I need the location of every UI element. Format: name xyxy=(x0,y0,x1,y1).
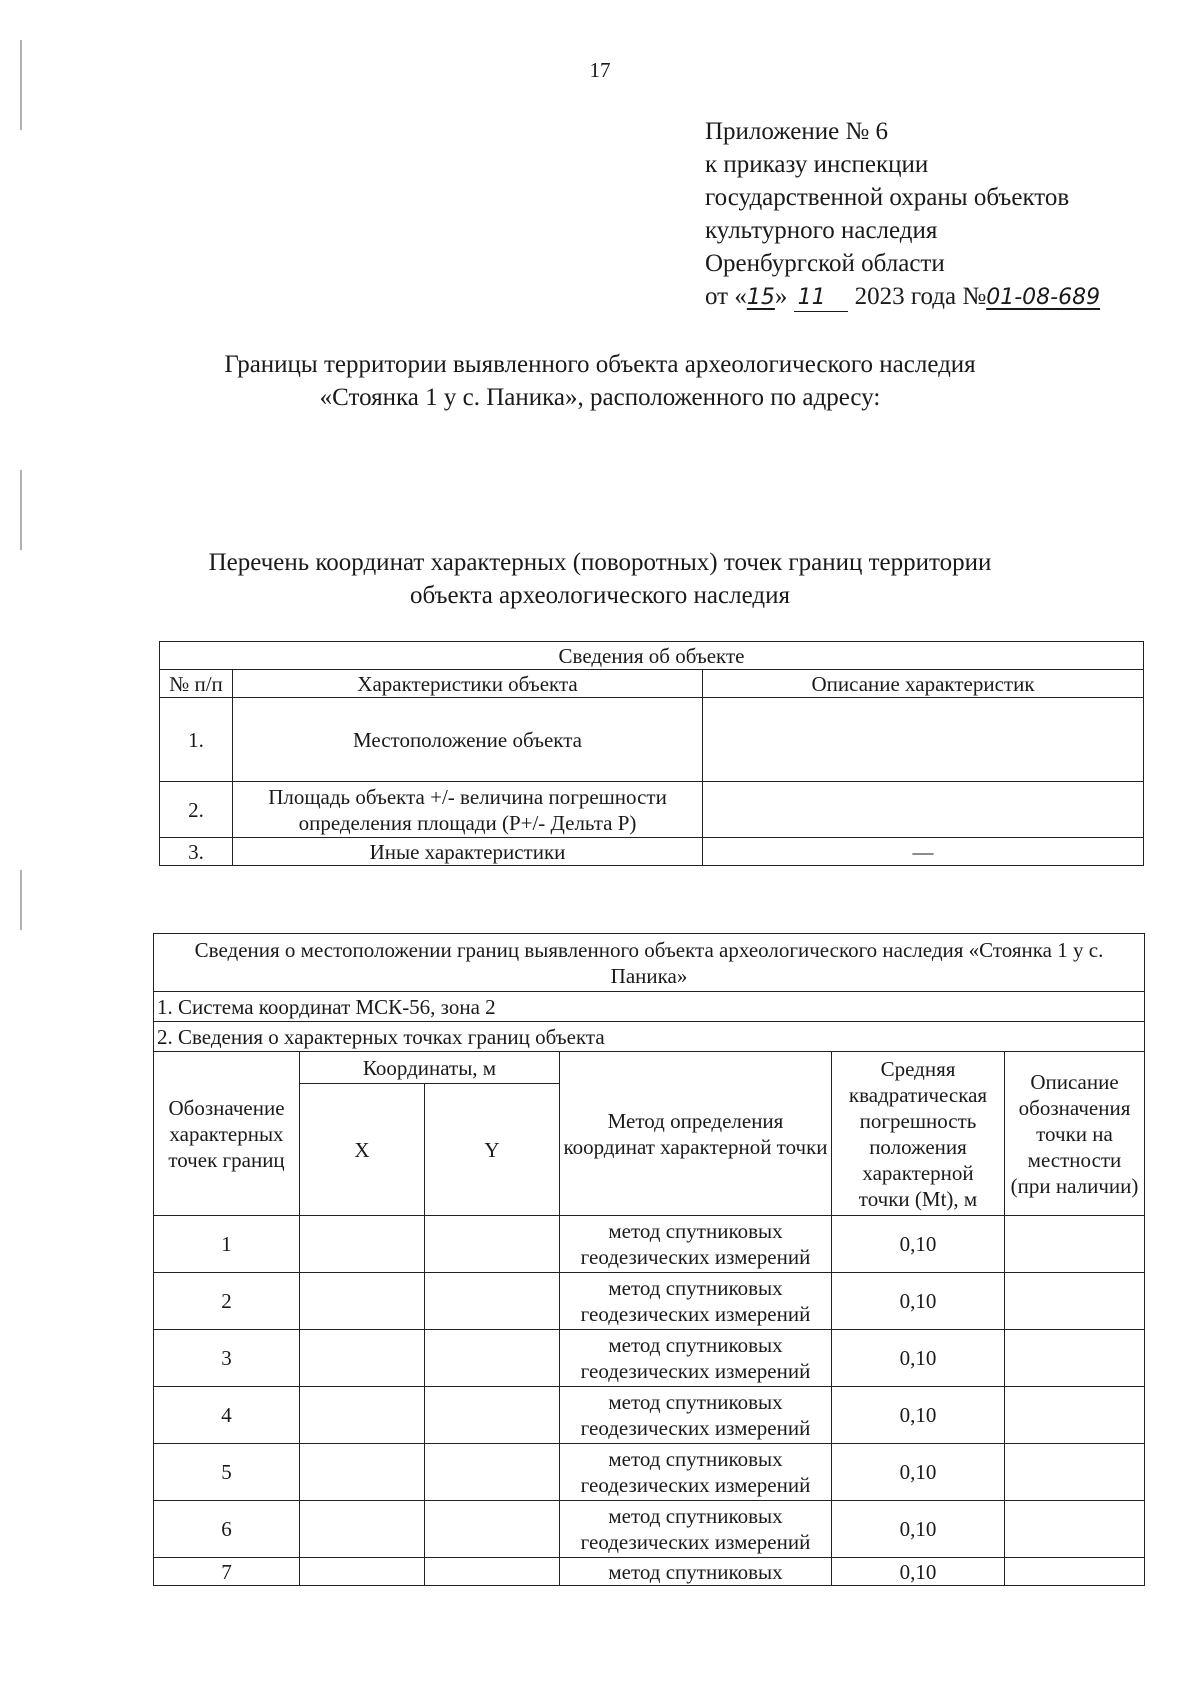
date-mid: » xyxy=(774,283,788,310)
col-header-point-description: Описание обозначения точки на местности (при наличии) xyxy=(1005,1052,1145,1216)
point-y xyxy=(425,1444,560,1501)
point-error: 0,10 xyxy=(832,1444,1005,1501)
point-x xyxy=(300,1501,425,1558)
document-title-line: «Стоянка 1 у с. Паника», расположенного по адресу: xyxy=(319,384,881,411)
point-error: 0,10 xyxy=(832,1387,1005,1444)
object-table-header: Сведения об объекте xyxy=(160,642,1144,670)
appendix-line: культурного наследия xyxy=(705,217,938,244)
table-row xyxy=(154,1330,1145,1387)
date-prefix: от « xyxy=(705,283,747,310)
col-header-num: № п/п xyxy=(160,670,233,698)
row-description xyxy=(703,698,1144,782)
point-error: 0,10 xyxy=(832,1558,1005,1586)
point-y xyxy=(425,1330,560,1387)
row-characteristic: Площадь объекта +/- величина погрешности определения площади (P+/- Дельта P) xyxy=(233,782,703,838)
col-header-x: X xyxy=(300,1084,425,1216)
point-id: 7 xyxy=(154,1558,300,1586)
point-method: метод спутниковых геодезических измерений xyxy=(560,1216,832,1273)
handwritten-day: 15 xyxy=(746,285,775,310)
table-row xyxy=(160,698,1144,782)
coordinates-list-title-line: Перечень координат характерных (поворотных) точек границ территории xyxy=(208,549,992,576)
col-header-coordinates: Координаты, м xyxy=(300,1052,560,1084)
point-method: метод спутниковых геодезических измерений xyxy=(560,1387,832,1444)
point-error: 0,10 xyxy=(832,1330,1005,1387)
point-method: метод спутниковых геодезических измерений xyxy=(560,1501,832,1558)
scan-margin-mark xyxy=(20,470,22,550)
coordinates-list-title xyxy=(0,546,1200,612)
appendix-block xyxy=(705,115,1100,314)
table-row xyxy=(154,1501,1145,1558)
point-description xyxy=(1005,1273,1145,1330)
point-error: 0,10 xyxy=(832,1273,1005,1330)
point-description xyxy=(1005,1216,1145,1273)
point-error: 0,10 xyxy=(832,1216,1005,1273)
point-method: метод спутниковых геодезических измерений xyxy=(560,1330,832,1387)
appendix-line: Оренбургской области xyxy=(705,250,945,277)
point-y xyxy=(425,1216,560,1273)
col-header-description: Описание характеристик xyxy=(703,670,1144,698)
point-id: 6 xyxy=(154,1501,300,1558)
table-row xyxy=(160,838,1144,866)
table-row xyxy=(154,1216,1145,1273)
coordinates-list-title-line: объекта археологического наследия xyxy=(410,582,790,609)
point-description xyxy=(1005,1330,1145,1387)
col-header-characteristics: Характеристики объекта xyxy=(233,670,703,698)
point-x xyxy=(300,1444,425,1501)
row-characteristic: Местоположение объекта xyxy=(233,698,703,782)
point-id: 4 xyxy=(154,1387,300,1444)
document-title-line: Границы территории выявленного объекта археологического наследия xyxy=(224,351,976,378)
location-table-header: Сведения о местоположении границ выявленного объекта археологического наследия «Стоянка 1 у с. Паника» xyxy=(154,934,1145,992)
point-y xyxy=(425,1273,560,1330)
table-row xyxy=(154,1444,1145,1501)
point-id: 3 xyxy=(154,1330,300,1387)
col-header-error: Средняя квадратическая погрешность положения характерной точки (Mt), м xyxy=(832,1052,1005,1216)
point-x xyxy=(300,1387,425,1444)
row-description xyxy=(703,782,1144,838)
month-blank xyxy=(794,284,849,312)
col-header-method: Метод определения координат характерной точки xyxy=(560,1052,832,1216)
point-id: 2 xyxy=(154,1273,300,1330)
coordinate-system-row: 1. Система координат МСК-56, зона 2 xyxy=(154,992,1145,1022)
point-id: 1 xyxy=(154,1216,300,1273)
col-header-y: Y xyxy=(425,1084,560,1216)
handwritten-month: 11 xyxy=(797,285,826,310)
table-row xyxy=(154,1558,1145,1586)
point-x xyxy=(300,1330,425,1387)
point-method: метод спутниковых xyxy=(560,1558,832,1586)
year-text: 2023 года № xyxy=(854,283,987,310)
point-description xyxy=(1005,1387,1145,1444)
page-number: 17 xyxy=(589,58,611,82)
point-description xyxy=(1005,1501,1145,1558)
col-header-designation: Обозначение характерных точек границ xyxy=(154,1052,300,1216)
point-x xyxy=(300,1273,425,1330)
row-characteristic: Иные характеристики xyxy=(233,838,703,866)
row-num: 3. xyxy=(160,838,233,866)
appendix-line: государственной охраны объектов xyxy=(705,184,1070,211)
table-row xyxy=(154,1273,1145,1330)
object-info-table xyxy=(159,641,1144,866)
point-method: метод спутниковых геодезических измерений xyxy=(560,1273,832,1330)
point-id: 5 xyxy=(154,1444,300,1501)
row-num: 2. xyxy=(160,782,233,838)
point-y xyxy=(425,1501,560,1558)
point-x xyxy=(300,1558,425,1586)
table-row xyxy=(154,1387,1145,1444)
handwritten-order-number: 01-08-689 xyxy=(986,285,1101,310)
point-error: 0,10 xyxy=(832,1501,1005,1558)
row-num: 1. xyxy=(160,698,233,782)
appendix-line: к приказу инспекции xyxy=(705,151,929,178)
boundary-location-table xyxy=(153,933,1145,1586)
point-method: метод спутниковых геодезических измерений xyxy=(560,1444,832,1501)
scan-margin-mark xyxy=(20,40,22,130)
points-caption-row: 2. Сведения о характерных точках границ объекта xyxy=(154,1022,1145,1052)
point-y xyxy=(425,1387,560,1444)
point-description xyxy=(1005,1558,1145,1586)
point-description xyxy=(1005,1444,1145,1501)
table-row xyxy=(160,782,1144,838)
appendix-line: Приложение № 6 xyxy=(705,118,889,145)
order-date-line xyxy=(705,280,1100,314)
row-description: — xyxy=(703,838,1144,866)
point-y xyxy=(425,1558,560,1586)
scan-margin-mark xyxy=(20,870,22,930)
document-title xyxy=(0,348,1200,414)
point-x xyxy=(300,1216,425,1273)
